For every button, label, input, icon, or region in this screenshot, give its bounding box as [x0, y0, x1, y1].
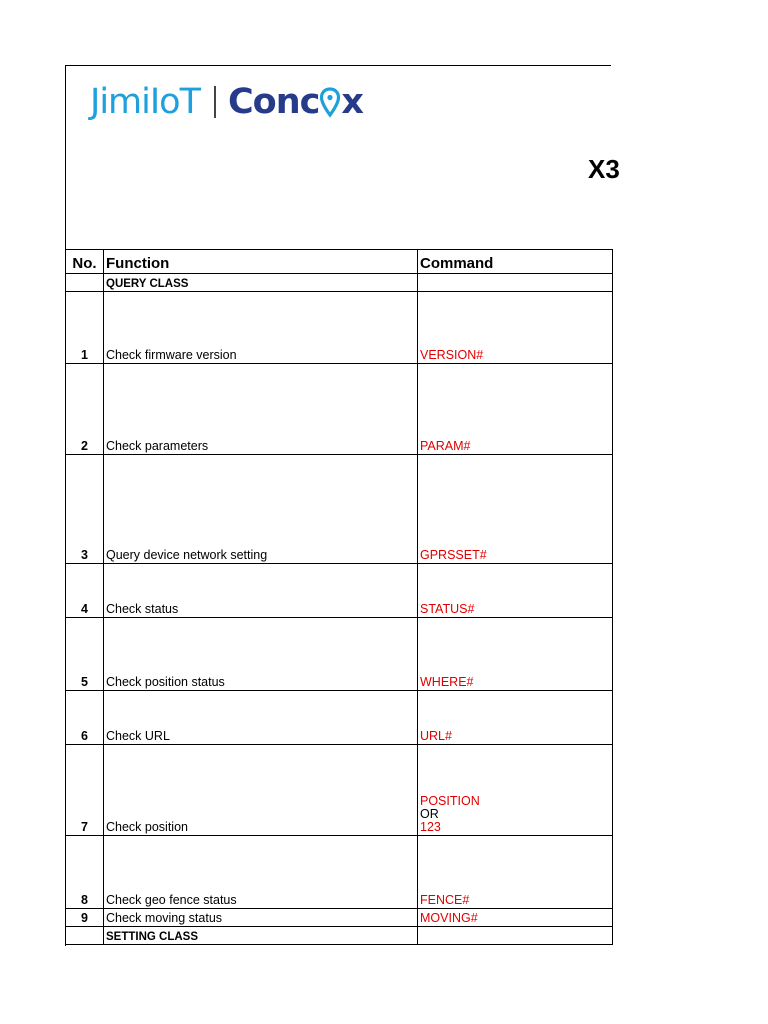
cell-function[interactable]: Check parameters [104, 364, 418, 455]
cell-no[interactable]: 7 [66, 745, 104, 836]
cell-no[interactable]: 9 [66, 909, 104, 927]
table-row [66, 455, 613, 564]
command-alt: 123 [420, 820, 441, 834]
cell-class-label[interactable]: QUERY CLASS [104, 274, 418, 292]
cell-function[interactable]: Check moving status [104, 909, 418, 927]
cell-no[interactable]: 5 [66, 618, 104, 691]
cell-command[interactable]: STATUS# [418, 564, 613, 618]
command-position: POSITION [420, 794, 480, 808]
cell-function[interactable]: Check geo fence status [104, 836, 418, 909]
cell-command[interactable]: GPRSSET# [418, 455, 613, 564]
cell-function[interactable]: Check position status [104, 618, 418, 691]
cell-command[interactable]: URL# [418, 691, 613, 745]
cell-no[interactable] [66, 927, 104, 945]
cell-command[interactable]: WHERE# [418, 618, 613, 691]
table-row [66, 564, 613, 618]
cell-no[interactable]: 3 [66, 455, 104, 564]
cell-command[interactable] [418, 927, 613, 945]
logo-jimiiot-text: JimiIoT [90, 82, 200, 122]
cell-function[interactable]: Check firmware version [104, 292, 418, 364]
cell-function[interactable]: Query device network setting [104, 455, 418, 564]
column-header-command: Command [418, 250, 613, 274]
column-header-no: No. [66, 250, 104, 274]
table-row [66, 618, 613, 691]
cell-command[interactable] [418, 745, 613, 836]
cell-no[interactable]: 1 [66, 292, 104, 364]
logo-concox-text-a: Conc [227, 82, 320, 122]
table-row [66, 691, 613, 745]
command-table [65, 249, 613, 945]
table-row [66, 364, 613, 455]
cell-command[interactable]: PARAM# [418, 364, 613, 455]
table-row [66, 836, 613, 909]
cell-no[interactable]: 6 [66, 691, 104, 745]
sheet-header [66, 66, 620, 249]
table-row [66, 909, 613, 927]
command-or: OR [420, 807, 439, 821]
location-pin-icon [320, 87, 340, 117]
cell-no[interactable]: 4 [66, 564, 104, 618]
cell-no[interactable] [66, 274, 104, 292]
table-row [66, 927, 613, 945]
column-header-function: Function [104, 250, 418, 274]
logo-concox [228, 82, 363, 122]
spreadsheet-sheet [65, 65, 620, 946]
cell-command[interactable]: MOVING# [418, 909, 613, 927]
cell-command[interactable] [418, 274, 613, 292]
cell-no[interactable]: 2 [66, 364, 104, 455]
logo-concox-text-b: x [341, 82, 363, 122]
cell-command[interactable]: FENCE# [418, 836, 613, 909]
cell-function[interactable]: Check position [104, 745, 418, 836]
table-header-row [66, 250, 613, 274]
logo-separator [214, 86, 216, 118]
cell-class-label[interactable]: SETTING CLASS [104, 927, 418, 945]
cell-function[interactable]: Check URL [104, 691, 418, 745]
document-title: X3 [588, 154, 620, 184]
cell-command[interactable]: VERSION# [418, 292, 613, 364]
cell-no[interactable]: 8 [66, 836, 104, 909]
table-row [66, 745, 613, 836]
company-logo [90, 80, 363, 124]
table-row [66, 292, 613, 364]
table-row [66, 274, 613, 292]
cell-function[interactable]: Check status [104, 564, 418, 618]
